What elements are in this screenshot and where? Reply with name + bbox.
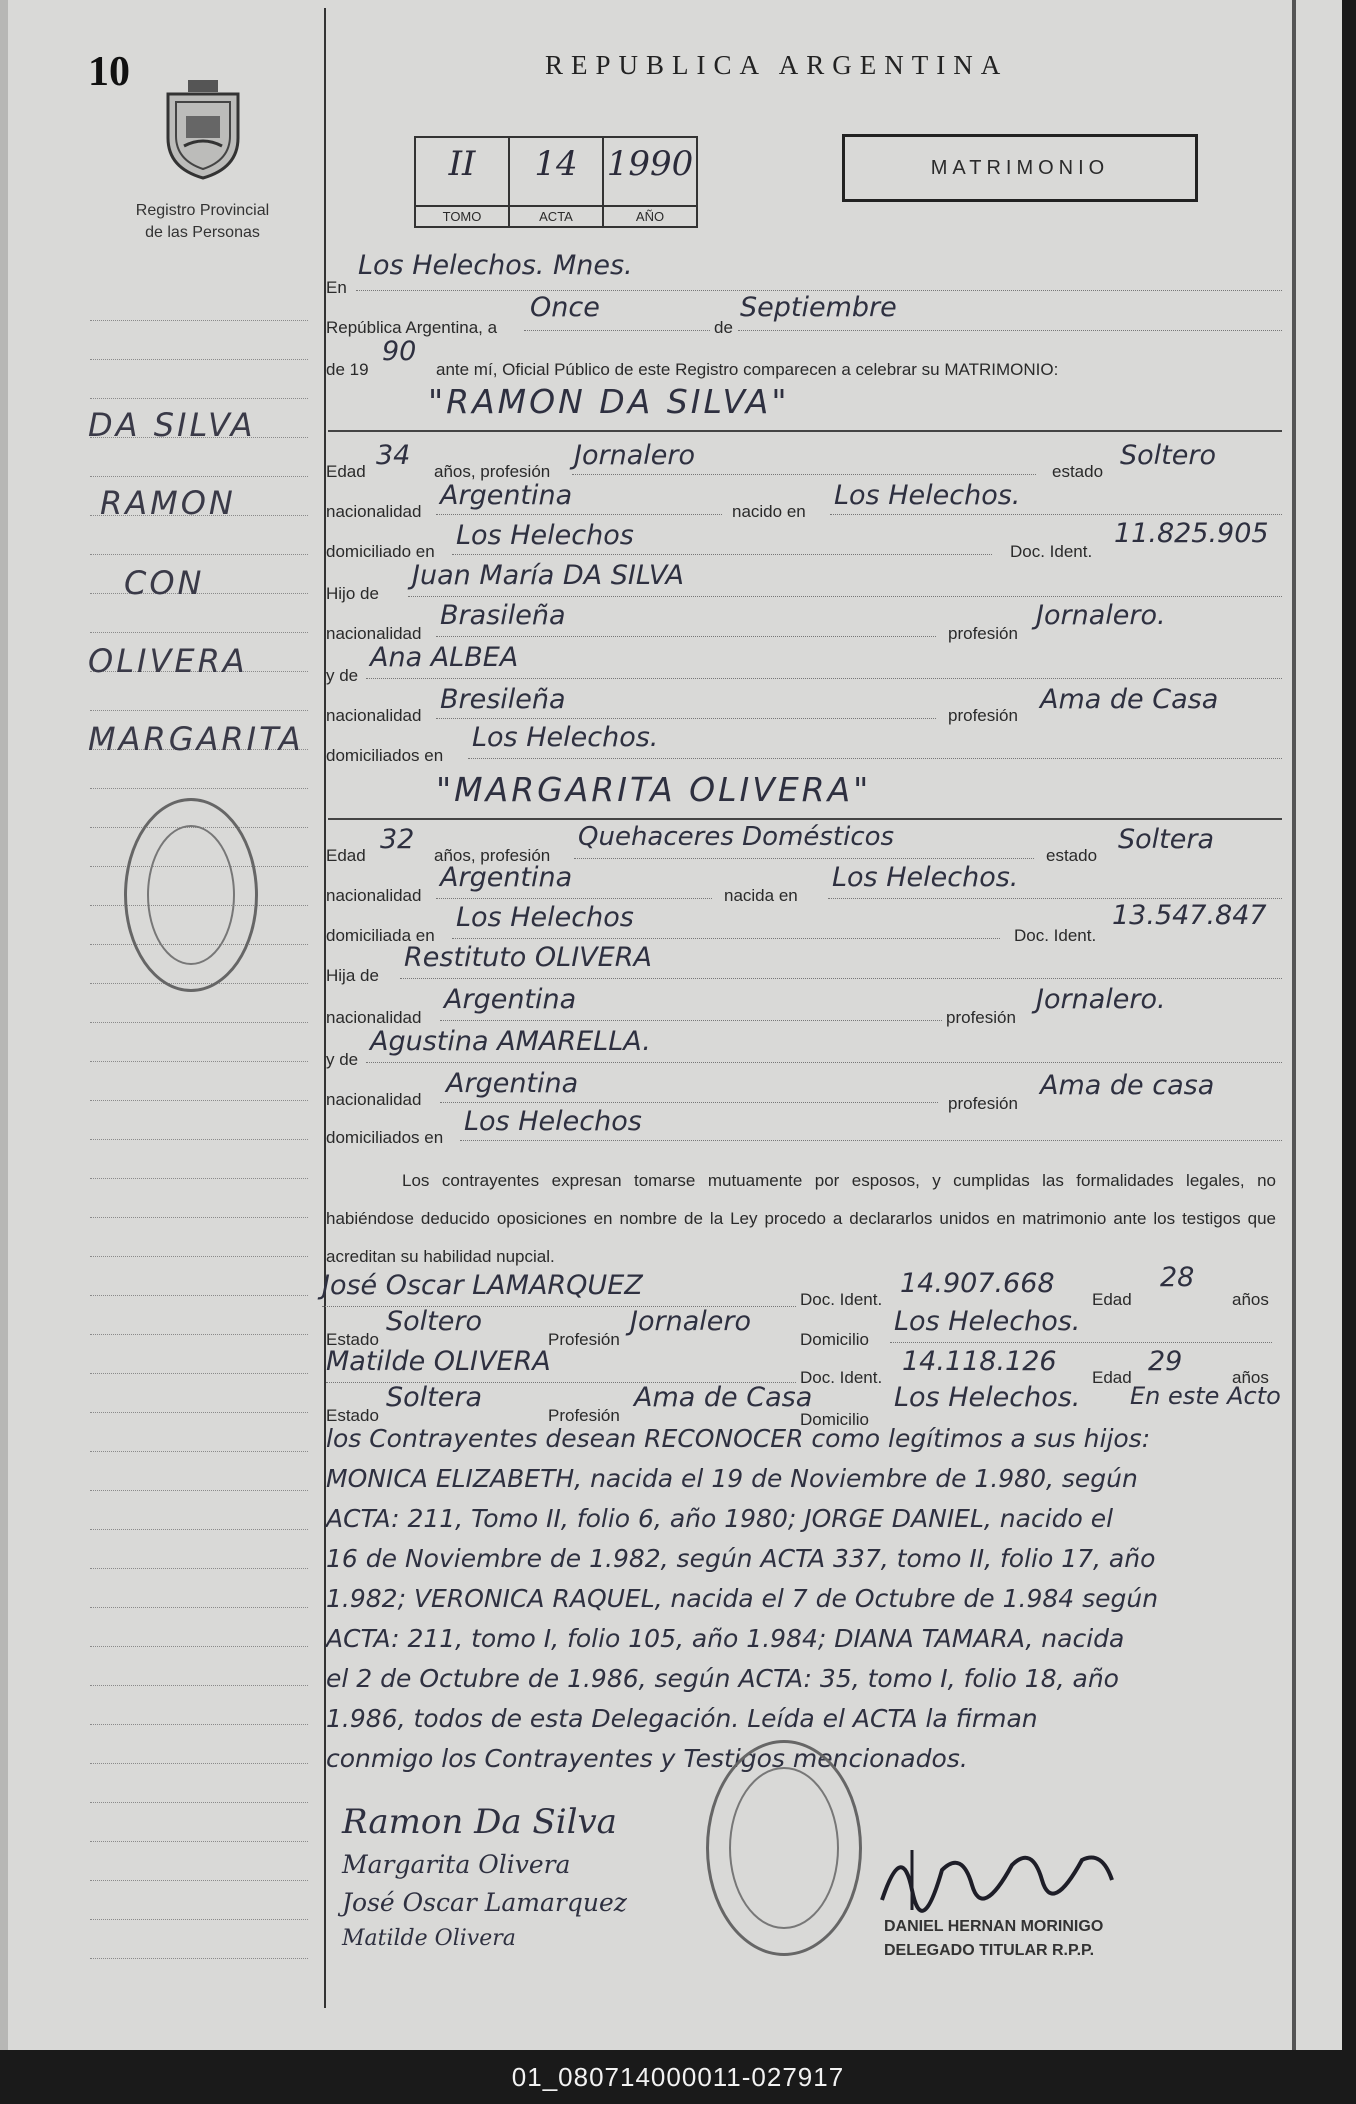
bride-hija-label: Hija de xyxy=(326,966,379,985)
bride-dom-label: domiciliada en xyxy=(326,926,435,945)
bride-parents-dom-label: domiciliados en xyxy=(326,1128,444,1147)
tomo-cell xyxy=(416,138,510,226)
witness1-estado-label: Estado xyxy=(326,1330,379,1349)
bride-yde-label: y de xyxy=(326,1050,359,1069)
registry-name xyxy=(110,200,295,244)
act-type-box: MATRIMONIO xyxy=(842,134,1198,202)
tomo-value: II xyxy=(448,144,476,184)
witness1-dom-label: Domicilio xyxy=(800,1330,869,1349)
groom-mother-profession: Ama de Casa xyxy=(1040,684,1219,715)
witness2-name: Matilde OLIVERA xyxy=(326,1346,551,1377)
margin-rule-line xyxy=(90,1022,308,1023)
groom-father-profession: Jornalero. xyxy=(1036,600,1166,631)
bride-father-nat-label: nacionalidad xyxy=(326,1008,422,1027)
margin-rule-line xyxy=(90,1646,308,1647)
page-edge xyxy=(1292,0,1296,2050)
margin-rule-line xyxy=(90,632,308,633)
groom-domicile: Los Helechos xyxy=(456,520,634,551)
witness2-estado: Soltera xyxy=(386,1382,483,1413)
note-line-9: conmigo los Contrayentes y Testigos mencionados. xyxy=(326,1744,968,1773)
groom-doc-label: Doc. Ident. xyxy=(1010,542,1093,561)
registry-name-line2: de las Personas xyxy=(145,224,260,241)
witness2-age: 29 xyxy=(1148,1346,1183,1377)
note-line-1: los Contrayentes desean RECONOCER como legítimos a sus hijos: xyxy=(326,1424,1151,1453)
acta-label: ACTA xyxy=(510,205,602,226)
margin-rule-line xyxy=(90,1919,308,1920)
groom-parents-dom-label: domiciliados en xyxy=(326,746,444,765)
official-signature-icon xyxy=(872,1830,1122,1920)
note-line-3: ACTA: 211, Tomo II, folio 6, año 1980; JORGE DANIEL, nacido el xyxy=(326,1504,1114,1533)
groom-doc: 11.825.905 xyxy=(1114,518,1269,549)
signature-groom: Ramon Da Silva xyxy=(342,1802,617,1842)
ano-label: AÑO xyxy=(604,205,696,226)
bride-domicile: Los Helechos xyxy=(456,902,634,933)
margin-rule-line xyxy=(90,1334,308,1335)
registry-stamp-margin xyxy=(124,798,258,992)
official-title: DELEGADO TITULAR R.P.P. xyxy=(884,1942,1095,1959)
bride-nationality: Argentina xyxy=(440,862,573,893)
margin-rule-line xyxy=(90,1373,308,1374)
margin-surname-bride: OLIVERA xyxy=(88,642,248,680)
margin-rule-line xyxy=(90,1217,308,1218)
note-line-4: 16 de Noviembre de 1.982, según ACTA 337, tomo II, folio 17, año xyxy=(326,1544,1156,1573)
witness2-domicile: Los Helechos. xyxy=(894,1382,1081,1413)
witness1-anos-label: años xyxy=(1232,1290,1269,1309)
bride-mother-prof-label: profesión xyxy=(948,1094,1018,1113)
en-label: En xyxy=(326,278,347,297)
declaration-text: Los contrayentes expresan tomarse mutuamente por esposos, y cumplidas las formalidades legales, no habiéndose deducido oposiciones en nombre de la Ley procedo a declararlos unidos en matrimonio ante los testigos que acreditan su habilidad nupcial. xyxy=(326,1171,1276,1266)
margin-rule-line xyxy=(90,554,308,555)
groom-estado-label: estado xyxy=(1052,462,1104,481)
note-line-6: ACTA: 211, tomo I, folio 105, año 1.984; DIANA TAMARA, nacida xyxy=(326,1624,1125,1653)
margin-surname-groom: DA SILVA xyxy=(88,406,256,444)
groom-estado: Soltero xyxy=(1120,440,1216,471)
witness2-anos-label: años xyxy=(1232,1368,1269,1387)
bride-doc-label: Doc. Ident. xyxy=(1014,926,1097,945)
groom-name: "RAMON DA SILVA" xyxy=(428,382,790,421)
margin-rule-line xyxy=(90,1607,308,1608)
de-label: de xyxy=(714,318,733,337)
witness1-doc-label: Doc. Ident. xyxy=(800,1290,883,1309)
groom-father-nat-label: nacionalidad xyxy=(326,624,422,643)
place-value: Los Helechos. Mnes. xyxy=(358,250,633,281)
witness1-domicile: Los Helechos. xyxy=(894,1306,1081,1337)
witness1-profession: Jornalero xyxy=(630,1306,751,1337)
provincial-seal-icon xyxy=(158,76,248,181)
witness1-edad-label: Edad xyxy=(1092,1290,1132,1309)
groom-mother-nationality: Bresileña xyxy=(440,684,566,715)
witness2-profession: Ama de Casa xyxy=(634,1382,813,1413)
margin-con: CON xyxy=(124,564,205,602)
bride-estado: Soltera xyxy=(1118,824,1215,855)
signature-witness1: José Oscar Lamarquez xyxy=(342,1888,627,1917)
bride-nacida-label: nacida en xyxy=(724,886,798,905)
groom-profession: Jornalero xyxy=(574,440,695,471)
groom-father-prof-label: profesión xyxy=(948,624,1018,643)
bride-name: "MARGARITA OLIVERA" xyxy=(436,770,872,809)
witness2-estado-label: Estado xyxy=(326,1406,379,1425)
bride-nat-label: nacionalidad xyxy=(326,886,422,905)
margin-rule-line xyxy=(90,1568,308,1569)
signature-bride: Margarita Olivera xyxy=(342,1850,571,1879)
intro-statement: ante mí, Oficial Público de este Registro comparecen a celebrar su MATRIMONIO: xyxy=(436,360,1059,379)
bride-mother-nat-label: nacionalidad xyxy=(326,1090,422,1109)
acta-cell xyxy=(510,138,604,226)
margin-rule-line xyxy=(90,398,308,399)
ano-value: 1990 xyxy=(606,144,694,184)
note-line-0: En este Acto xyxy=(1130,1382,1281,1410)
margin-rule-line xyxy=(90,788,308,789)
margin-rule-line xyxy=(90,1763,308,1764)
groom-father: Juan María DA SILVA xyxy=(412,560,685,591)
margin-rule-line xyxy=(90,1529,308,1530)
margin-rule-line xyxy=(90,1295,308,1296)
groom-edad-label: Edad xyxy=(326,462,366,481)
act-reference-box xyxy=(414,136,698,228)
groom-nat-label: nacionalidad xyxy=(326,502,422,521)
groom-father-nationality: Brasileña xyxy=(440,600,566,631)
witness2-dom-label: Domicilio xyxy=(800,1410,869,1429)
bride-profesion-label: años, profesión xyxy=(434,846,551,865)
witness1-age: 28 xyxy=(1160,1262,1195,1293)
month-value: Septiembre xyxy=(740,292,897,323)
groom-nationality: Argentina xyxy=(440,480,573,511)
groom-mother-prof-label: profesión xyxy=(948,706,1018,725)
note-line-2: MONICA ELIZABETH, nacida el 19 de Noviembre de 1.980, según xyxy=(326,1464,1138,1493)
margin-rule-line xyxy=(90,320,308,321)
bride-edad-label: Edad xyxy=(326,846,366,865)
ano-cell xyxy=(604,138,696,226)
margin-rule-line xyxy=(90,1685,308,1686)
official-name: DANIEL HERNAN MORINIGO xyxy=(884,1918,1104,1935)
margin-rule-line xyxy=(90,1958,308,1959)
groom-yde-label: y de xyxy=(326,666,359,685)
witness2-doc: 14.118.126 xyxy=(902,1346,1057,1377)
margin-rule-line xyxy=(90,1451,308,1452)
bride-mother-nationality: Argentina xyxy=(446,1068,579,1099)
groom-birthplace: Los Helechos. xyxy=(834,480,1021,511)
year-prefix: de 19 xyxy=(326,360,369,379)
groom-nacido-label: nacido en xyxy=(732,502,806,521)
groom-hijo-label: Hijo de xyxy=(326,584,379,603)
witness1-estado: Soltero xyxy=(386,1306,482,1337)
groom-age: 34 xyxy=(376,440,411,471)
margin-rule-line xyxy=(90,1139,308,1140)
republica-label: República Argentina, a xyxy=(326,318,498,337)
margin-rule-line xyxy=(90,1802,308,1803)
groom-mother: Ana ALBEA xyxy=(370,642,519,673)
image-code: 01_080714000011-027917 xyxy=(511,2062,845,2092)
margin-rule-line xyxy=(90,1490,308,1491)
groom-mother-nat-label: nacionalidad xyxy=(326,706,422,725)
bride-father: Restituto OLIVERA xyxy=(404,942,652,973)
tomo-label: TOMO xyxy=(416,205,508,226)
bride-age: 32 xyxy=(380,824,415,855)
bride-birthplace: Los Helechos. xyxy=(832,862,1019,893)
margin-firstname-groom: RAMON xyxy=(100,484,236,522)
margin-rule-line xyxy=(90,1880,308,1881)
margin-rule-line xyxy=(90,359,308,360)
day-value: Once xyxy=(530,292,600,323)
margin-rule-line xyxy=(90,1100,308,1101)
bride-estado-label: estado xyxy=(1046,846,1098,865)
groom-dom-label: domiciliado en xyxy=(326,542,435,561)
margin-rule-line xyxy=(90,1724,308,1725)
margin-rule-line xyxy=(90,710,308,711)
bride-parents-domicile: Los Helechos xyxy=(464,1106,642,1137)
page-number: 10 xyxy=(88,49,130,95)
witness1-name: José Oscar LAMARQUEZ xyxy=(322,1270,643,1301)
witness1-profesion-label: Profesión xyxy=(548,1330,620,1349)
margin-rule-line xyxy=(90,1061,308,1062)
note-line-7: el 2 de Octubre de 1.986, según ACTA: 35, tomo I, folio 18, año xyxy=(326,1664,1119,1693)
witness1-doc: 14.907.668 xyxy=(900,1268,1055,1299)
margin-rule-line xyxy=(90,1412,308,1413)
page-binding xyxy=(0,0,8,2050)
registry-name-line1: Registro Provincial xyxy=(135,202,270,219)
bride-father-prof-label: profesión xyxy=(946,1008,1016,1027)
margin-rule-line xyxy=(90,1256,308,1257)
groom-parents-domicile: Los Helechos. xyxy=(472,722,659,753)
bride-doc: 13.547.847 xyxy=(1112,900,1267,931)
note-line-8: 1.986, todos de esta Delegación. Leída el ACTA la firman xyxy=(326,1704,1038,1733)
bride-mother-profession: Ama de casa xyxy=(1040,1070,1215,1101)
bride-mother: Agustina AMARELLA. xyxy=(370,1026,651,1057)
margin-firstname-bride: MARGARITA xyxy=(88,720,304,758)
year-suffix: 90 xyxy=(382,336,417,367)
margin-rule-line xyxy=(90,476,308,477)
margin-rule-line xyxy=(90,1841,308,1842)
registry-stamp-bottom xyxy=(706,1740,862,1956)
groom-profesion-label: años, profesión xyxy=(434,462,551,481)
bride-father-nationality: Argentina xyxy=(444,984,577,1015)
margin-rule-line xyxy=(90,1178,308,1179)
note-line-5: 1.982; VERONICA RAQUEL, nacida el 7 de Octubre de 1.984 según xyxy=(326,1584,1159,1613)
witness2-doc-label: Doc. Ident. xyxy=(800,1368,883,1387)
witness2-profesion-label: Profesión xyxy=(548,1406,620,1425)
document-title: REPUBLICA ARGENTINA xyxy=(545,50,1009,80)
bride-profession: Quehaceres Domésticos xyxy=(578,822,895,852)
witness2-edad-label: Edad xyxy=(1092,1368,1132,1387)
signature-witness2: Matilde Olivera xyxy=(342,1926,516,1951)
acta-value: 14 xyxy=(534,144,578,184)
bride-father-profession: Jornalero. xyxy=(1036,984,1166,1015)
